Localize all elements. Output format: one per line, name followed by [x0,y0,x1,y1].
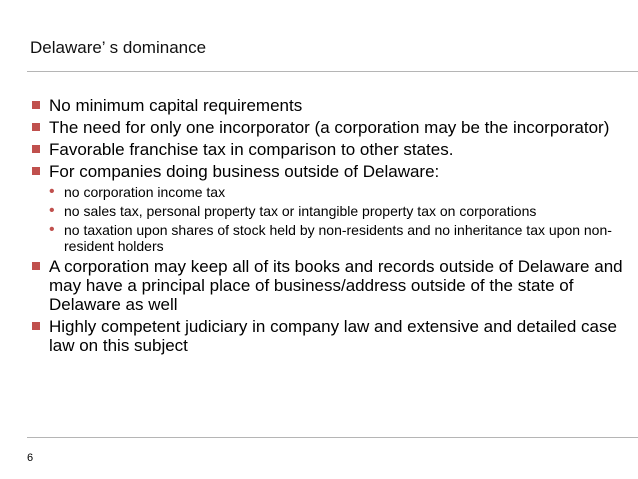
bullet-item [27,118,627,137]
sub-bullet-item [27,222,627,254]
sub-bullet-text: no taxation upon shares of stock held by non-residents and no inheritance tax upon non-resident holders [64,222,612,254]
footer-divider [27,437,638,438]
square-bullet-icon [32,322,40,330]
bullet-item [27,317,627,355]
bullet-text: Favorable franchise tax in comparison to other states. [49,140,454,159]
square-bullet-icon [32,123,40,131]
bullet-item [27,140,627,159]
round-bullet-icon: • [49,202,55,219]
bullet-text: For companies doing business outside of Delaware: [49,162,440,181]
sub-bullet-item [27,184,627,200]
bullet-text: Highly competent judiciary in company law and extensive and detailed case law on this subject [49,317,617,355]
sub-bullet-item [27,203,627,219]
square-bullet-icon [32,101,40,109]
bullet-text: No minimum capital requirements [49,96,303,115]
slide-title: Delaware’ s dominance [30,38,207,57]
page-number: 6 [27,452,34,464]
sub-bullet-text: no corporation income tax [64,184,226,200]
square-bullet-icon [32,145,40,153]
bullet-item [27,257,627,314]
square-bullet-icon [32,262,40,270]
bullet-list [27,96,627,358]
bullet-text: A corporation may keep all of its books and records outside of Delaware and may have a principal place of business/address outside of the state of Delaware as well [49,257,623,314]
title-divider [27,71,638,72]
sub-bullet-group [27,184,627,254]
round-bullet-icon: • [49,221,55,238]
bullet-text: The need for only one incorporator (a corporation may be the incorporator) [49,118,610,137]
sub-bullet-text: no sales tax, personal property tax or intangible property tax on corporations [64,203,537,219]
square-bullet-icon [32,167,40,175]
round-bullet-icon: • [49,183,55,200]
bullet-item [27,96,627,115]
sub-bullet-list [27,184,627,254]
bullet-item [27,162,627,181]
